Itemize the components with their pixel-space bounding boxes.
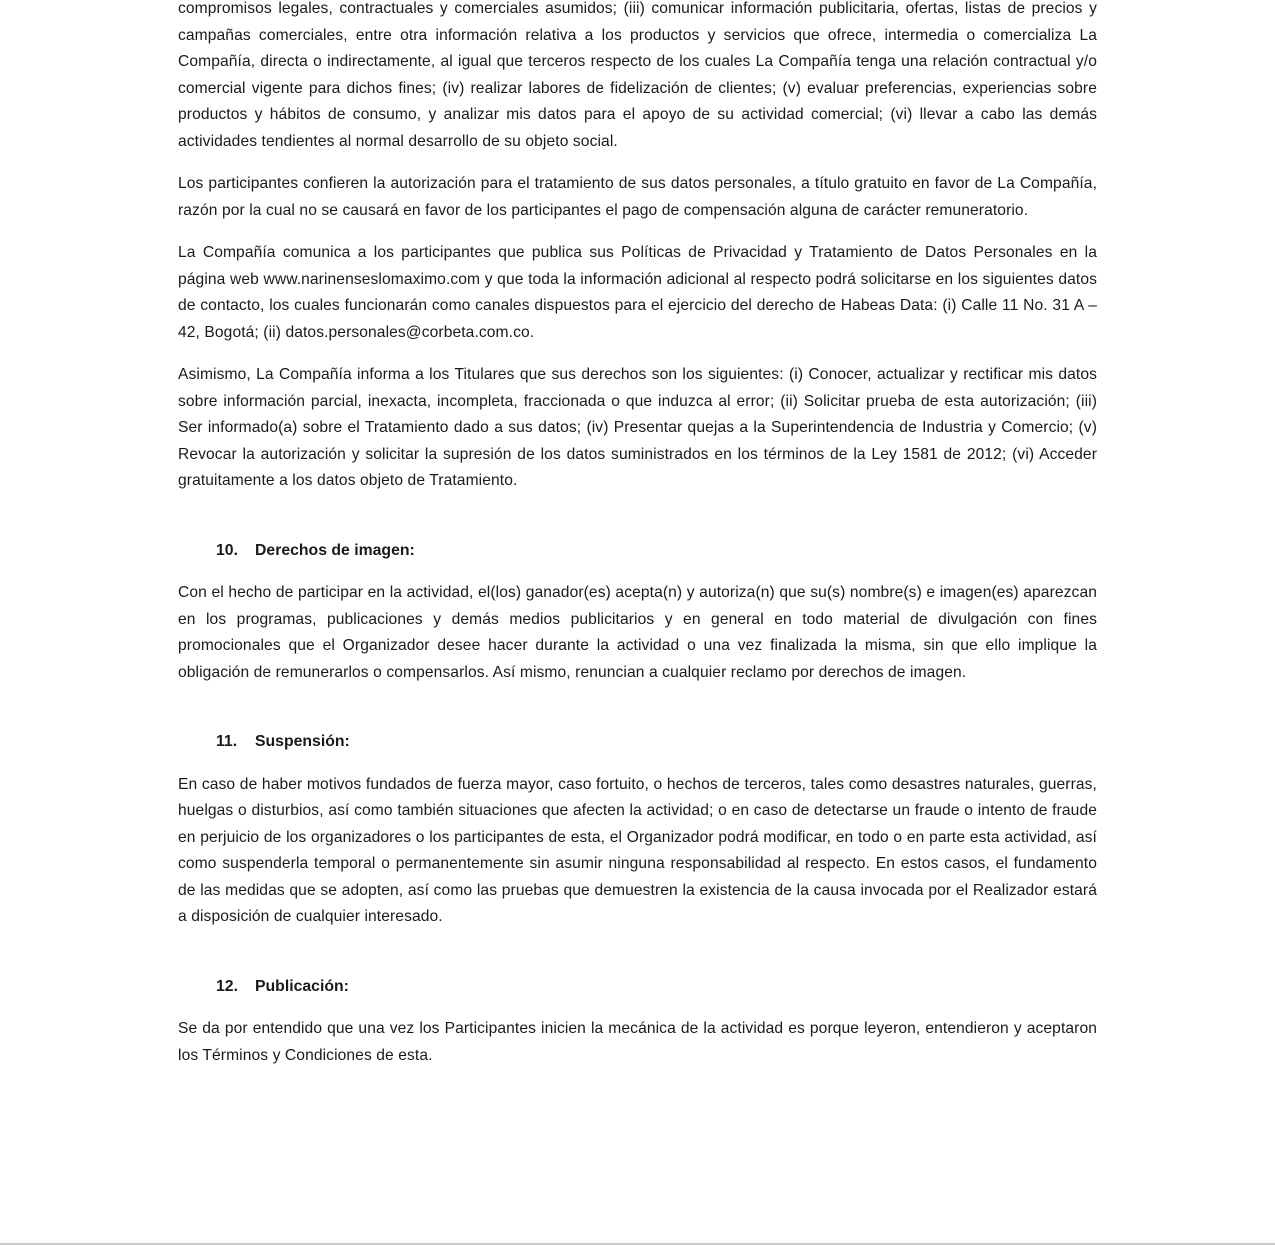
section-11-body: En caso de haber motivos fundados de fuerza mayor, caso fortuito, o hechos de terceros, tales como desastres naturales, guerras, huelgas o disturbios, así como también situaciones que afecten la actividad; o en caso de detectarse un fraude o intento de fraude en perjuicio de los organizadores o los participantes de esta, el Organizador podrá modificar, en todo o en parte esta actividad, así como suspenderla temporal o permanentemente sin asumir ninguna responsabilidad al respecto. En estos casos, el fundamento de las medidas que se adopten, así como las pruebas que demuestren la existencia de la causa invocada por el Realizador estará a disposición de cualquier interesado. xyxy=(178,775,1097,925)
intro-paragraph-4: Asimismo, La Compañía informa a los Titulares que sus derechos son los siguientes: (i) Conocer, actualizar y rectificar mis datos sobre información parcial, inexacta, incompleta, fraccionada o que induzca al error; (ii) Solicitar prueba de esta autorización; (iii) Ser informado(a) sobre el Tratamiento dado a sus datos; (iv) Presentar quejas a la Superintendencia de Industria y Comercio; (v) Revocar la autorización y solicitar la supresión de los datos suministrados en los términos de la Ley 1581 de 2012; (vi) Acceder gratuitamente a los datos objeto de Tratamiento. xyxy=(178,366,1097,489)
section-heading-10 xyxy=(178,538,1097,565)
section-title-11: Suspensión: xyxy=(255,733,350,750)
intro-paragraph-2: Los participantes confieren la autorización para el tratamiento de sus datos personales, a título gratuito en favor de La Compañía, razón por la cual no se causará en favor de los participantes el pago de compensación alguna de carácter remuneratorio. xyxy=(178,175,1097,219)
section-10-body: Con el hecho de participar en la actividad, el(los) ganador(es) acepta(n) y autoriza(n) que su(s) nombre(s) e imagen(es) aparezcan en los programas, publicaciones y demás medios publicitarios y en general en todo material de divulgación con fines promocionales que el Organizador desee hacer durante la actividad o una vez finalizada la misma, sin que ello implique la obligación de remunerarlos o compensarlos. Así mismo, renuncian a cualquier reclamo por derechos de imagen. xyxy=(178,584,1097,681)
section-heading-12 xyxy=(178,974,1097,1001)
section-title-10: Derechos de imagen: xyxy=(255,541,415,559)
intro-paragraph-1: compromisos legales, contractuales y comerciales asumidos; (iii) comunicar información publicitaria, ofertas, listas de precios y campañas comerciales, entre otra información relativa a los productos y servicios que ofrece, intermedia o comercializa La Compañía, directa o indirectamente, al igual que terceros respecto de los cuales La Compañía tenga una relación contractual y/o comercial vigente para dichos fines; (iv) realizar labores de fidelización de clientes; (v) evaluar preferencias, experiencias sobre productos y hábitos de consumo, y analizar mis datos para el apoyo de su actividad comercial; (vi) llevar a cabo las demás actividades tendientes al normal desarrollo de su objeto social. xyxy=(178,0,1097,150)
section-number-11: 11. xyxy=(216,733,238,750)
intro-paragraph-3: La Compañía comunica a los participantes que publica sus Políticas de Privacidad y Tratamiento de Datos Personales en la página web www.narinenseslomaximo.com y que toda la información adicional al respecto podrá solicitarse en los siguientes datos de contacto, los cuales funcionarán como canales dispuestos para el ejercicio del derecho de Habeas Data: (i) Calle 11 No. 31 A – 42, Bogotá; (ii) datos.personales@corbeta.com.co. xyxy=(178,244,1097,341)
section-heading-11 xyxy=(178,729,1097,756)
section-number-10: 10. xyxy=(216,541,238,559)
section-12-body: Se da por entendido que una vez los Participantes inicien la mecánica de la actividad es porque leyeron, entendieron y aceptaron los Términos y Condiciones de esta. xyxy=(178,1020,1097,1064)
section-number-12: 12. xyxy=(216,977,238,995)
section-title-12: Publicación: xyxy=(255,977,349,995)
